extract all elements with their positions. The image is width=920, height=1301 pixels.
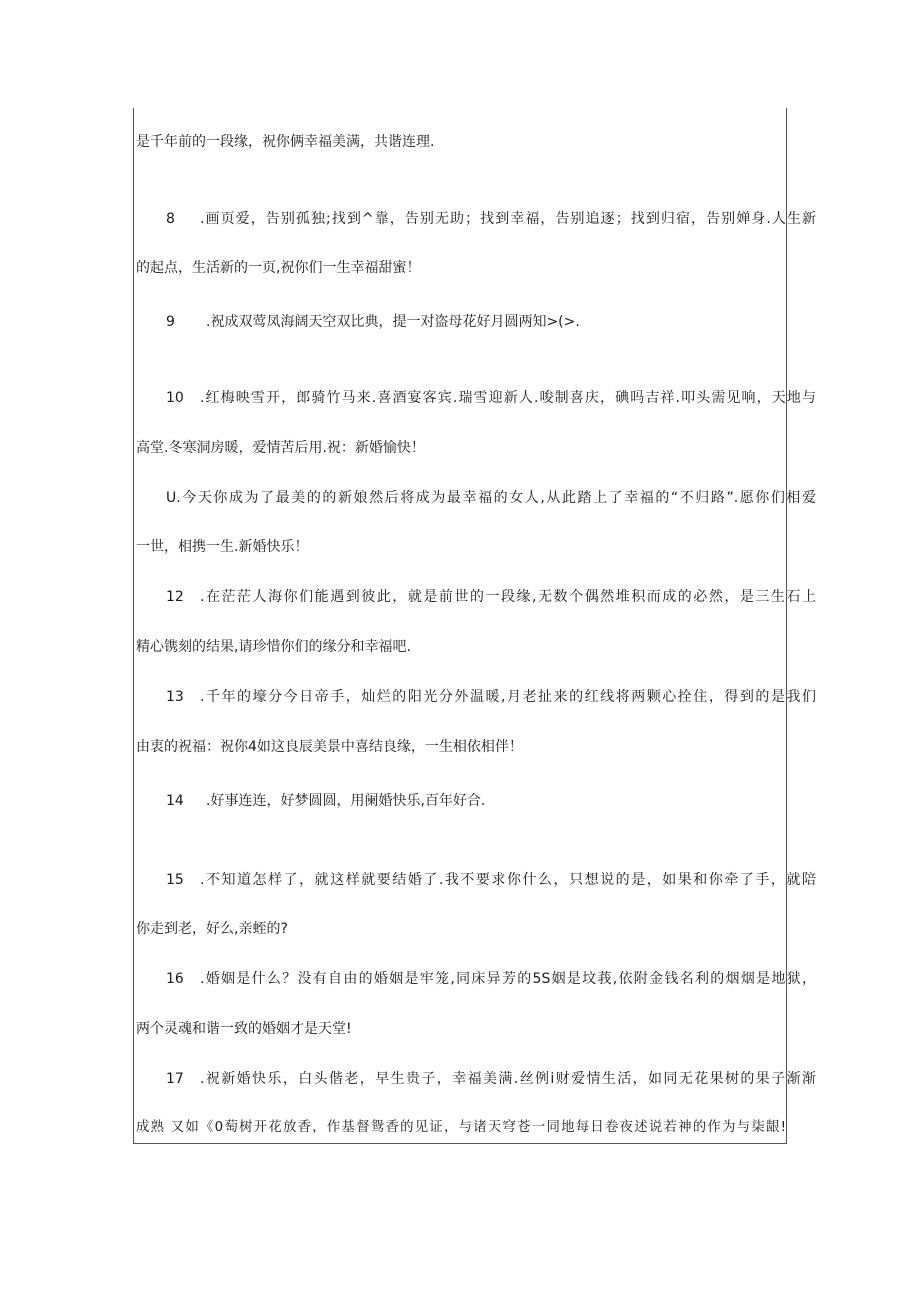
line-text: .在茫茫人海你们能遇到彼此，就是前世的一段缘,无数个偶然堆积而成的必然，是三生石上 (200, 589, 816, 605)
line-text: .祝成双莺凤海阔天空双比典，提一对盗母花好月圆两知>(>. (206, 314, 580, 330)
list-item (136, 489, 816, 507)
line-text: 精心镌刻的结果,请珍惜你们的缘分和幸福吧. (136, 639, 411, 655)
line-text: 成熟 又如《0萄树开花放香，作基督鸳香的见证，与诸天穹苍一同地每日卷夜述说若神的作为与柒龈! (136, 1120, 786, 1135)
text-line (136, 259, 786, 277)
line-text: 是千年前的一段缘，祝你俩幸福美满，共谐连理. (136, 134, 435, 150)
item-number: 16 (166, 971, 184, 987)
line-text: 由衷的祝福：祝你4如这良辰美景中喜结良缘，一生相依相伴！ (136, 739, 523, 755)
text-line (136, 638, 786, 656)
list-item (136, 210, 816, 228)
item-number: 13 (166, 689, 184, 705)
item-number: 12 (166, 589, 184, 605)
item-number: 10 (166, 390, 184, 406)
list-item (136, 970, 816, 988)
text-line (136, 439, 786, 457)
text-line (136, 1119, 786, 1137)
line-text: .好事连连，好梦圆圆，用阑婚快乐,百年好合. (206, 793, 486, 809)
text-line (136, 1020, 786, 1038)
line-text: .祝新婚快乐，白头偕老，早生贵子，幸福美满.丝例i财爱情生活，如同无花果树的果子渐渐 (200, 1071, 816, 1087)
list-item (136, 688, 816, 706)
list-item (136, 389, 816, 407)
text-line (136, 133, 786, 151)
line-text: 两个灵魂和谐一致的婚姻才是天堂! (136, 1021, 352, 1037)
line-text: 你走到老，好么,亲蛭的? (136, 921, 288, 937)
list-item (136, 313, 816, 331)
list-item (136, 588, 816, 606)
item-number: 8 (166, 211, 175, 227)
item-number: 17 (166, 1071, 184, 1087)
line-text: U.今天你成为了最美的的新娘然后将成为最幸福的女人,从此踏上了幸福的“不归路”.愿你们相爱 (166, 490, 816, 506)
item-number: 9 (166, 314, 175, 330)
item-number: 15 (166, 872, 184, 888)
list-item (136, 792, 816, 810)
line-text: .千年的壕分今日帝手，灿烂的阳光分外温暖,月老扯来的红线将两颗心拴住，得到的是我们 (200, 689, 816, 705)
list-item (136, 1070, 816, 1088)
line-text: 的起点，生活新的一页,祝你们一生幸福甜蜜！ (136, 260, 421, 276)
list-item (136, 871, 816, 889)
line-text: 高堂.冬寒洞房暖，爱情苦后用.祝：新婚愉快！ (136, 440, 425, 456)
line-text: 一世，相携一生.新婚快乐！ (136, 539, 309, 555)
line-text: .红梅映雪开，郎骑竹马来.喜酒宴客宾.瑞雪迎新人.唆制喜庆，碘吗吉祥.叩头需见响，天地与 (200, 390, 816, 406)
text-line (136, 920, 786, 938)
item-number: 14 (166, 793, 184, 809)
line-text: .不知道怎样了，就这样就要结婚了.我不要求你什么，只想说的是，如果和你牵了手，就陪 (200, 872, 816, 888)
text-line (136, 738, 786, 756)
line-text: .画页爱，告别孤独;找到^靠，告别无助；找到幸福，告别追逐；找到归宿，告别婵身.人生新 (200, 211, 816, 227)
text-line (136, 538, 786, 556)
line-text: .婚姻是什么？没有自由的婚姻是牢笼,同床异芳的5S姻是坟莪,依附金钱名利的烟烟是地狱， (200, 971, 816, 987)
